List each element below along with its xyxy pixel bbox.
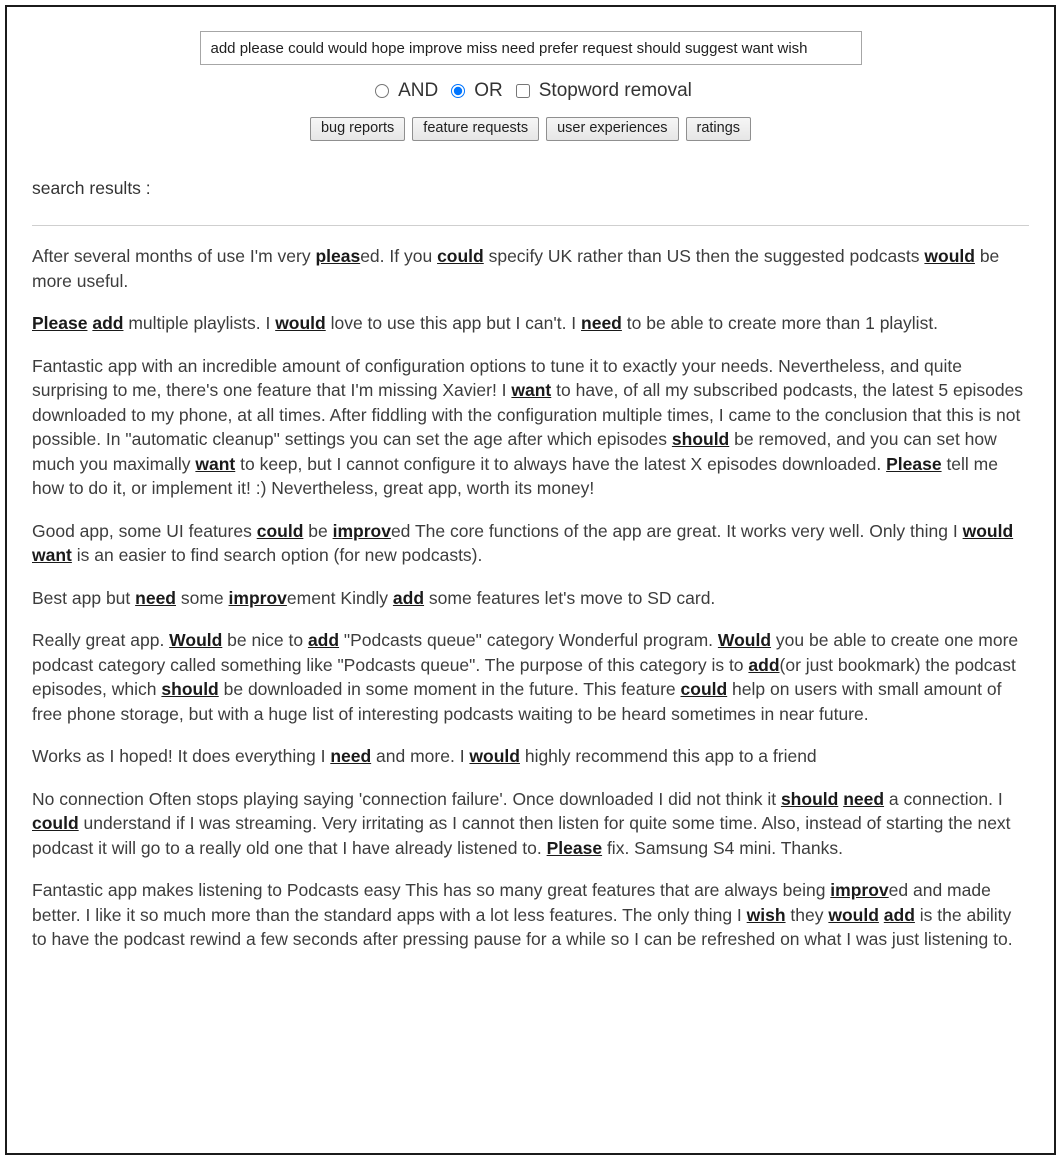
matched-keyword: want (511, 380, 552, 400)
matched-keyword: could (32, 813, 79, 833)
result-text: Fantastic app makes listening to Podcasts easy This has so many great features that are always being (32, 880, 831, 900)
matched-keyword: would (962, 520, 1014, 541)
bug-reports-button[interactable]: bug reports (310, 117, 405, 141)
matched-keyword: want (32, 545, 72, 565)
stopword-checkbox-label[interactable]: Stopword removal (538, 80, 692, 101)
result-item (32, 354, 1029, 501)
result-text: to be able to create more than 1 playlist. (621, 313, 939, 333)
matched-keyword: want (195, 453, 236, 474)
result-item (32, 787, 1029, 861)
result-text: and more. I (371, 746, 470, 766)
matched-keyword: would (275, 313, 326, 333)
result-text: Best app but (32, 587, 136, 608)
result-text: you be able to create one more podcast category called something like "Podcasts queue". The purpose of this category is to (32, 630, 1019, 675)
matched-keyword: need (581, 313, 622, 333)
result-text: love to use this app but I can't. I (325, 313, 582, 333)
results-divider (32, 225, 1029, 226)
result-text: ed The core functions of the app are great. It works very well. Only thing I (390, 520, 963, 541)
result-text: highly recommend this app to a friend (519, 746, 817, 766)
ratings-button[interactable]: ratings (686, 117, 752, 141)
result-text: is an easier to find search option (for new podcasts). (71, 545, 483, 565)
matched-keyword: improv (332, 520, 391, 541)
result-text: (or just bookmark) the podcast episodes, which (32, 654, 1016, 699)
result-item (32, 628, 1029, 726)
search-area (7, 7, 1054, 141)
matched-keyword: could (437, 246, 484, 266)
matched-keyword: should (161, 679, 219, 699)
search-results-list (32, 244, 1029, 952)
page-frame (5, 5, 1056, 1155)
result-item (32, 586, 1029, 611)
result-text: be (303, 520, 333, 541)
matched-keyword: need (330, 746, 372, 766)
result-text: is the ability to have the podcast rewind a few seconds after pressing pause for a while so I can be refreshed on what I was just listening to. (32, 904, 1013, 949)
result-text: understand if I was streaming. Very irritating as I cannot then listen for quite some time. Also, instead of starting the next podcast it will go to a really old one that I have already listened to. (32, 813, 1011, 858)
stopword-checkbox[interactable] (516, 84, 530, 98)
result-text: tell me how to do it, or implement it! :) Nevertheless, great app, worth its money! (32, 453, 998, 498)
matched-keyword: wish (746, 904, 786, 925)
and-radio[interactable] (375, 84, 389, 98)
result-text: to have, of all my subscribed podcasts, the latest 5 episodes downloaded to my phone, at all times. After fiddling with the configuration multiple times, I came to the conclusion that this is not possible. In "automatic cleanup" settings you can set the age after which episodes (32, 380, 1024, 449)
result-text: some (176, 587, 229, 608)
result-text: Really great app. (32, 630, 170, 650)
matched-keyword: add (92, 313, 124, 333)
matched-keyword: add (392, 587, 425, 608)
result-text: "Podcasts queue" category Wonderful program. (339, 630, 718, 650)
matched-keyword: Please (546, 837, 603, 858)
result-text: ement Kindly (286, 587, 393, 608)
matched-keyword: need (843, 788, 885, 809)
matched-keyword: could (256, 520, 304, 541)
result-item (32, 519, 1029, 568)
result-text: they (785, 904, 829, 925)
results-section (7, 178, 1054, 952)
and-radio-label[interactable]: AND (398, 80, 439, 101)
result-item (32, 244, 1029, 293)
result-text: Fantastic app with an incredible amount of configuration options to tune it to exactly your needs. Nevertheless, and quite surprising to me, there's one feature that I'm missing Xavier! I (32, 355, 962, 400)
result-text: ed. If you (360, 246, 438, 266)
result-text: specify UK rather than US then the suggested podcasts (483, 246, 925, 266)
matched-keyword: Would (169, 630, 223, 650)
result-text: multiple playlists. I (123, 313, 276, 333)
result-text: Good app, some UI features (32, 520, 257, 541)
matched-keyword: could (680, 679, 728, 699)
matched-keyword: add (883, 904, 915, 925)
matched-keyword: Would (717, 630, 772, 650)
result-item (32, 744, 1029, 769)
result-text: a connection. I (884, 788, 1003, 809)
operator-controls (369, 80, 692, 102)
search-input[interactable] (200, 31, 862, 65)
matched-keyword: add (748, 654, 780, 675)
result-text: fix. Samsung S4 mini. Thanks. (602, 837, 843, 858)
matched-keyword: add (307, 630, 340, 650)
result-text: After several months of use I'm very (32, 246, 316, 266)
matched-keyword: need (135, 587, 176, 608)
or-radio[interactable] (451, 84, 465, 98)
result-item (32, 878, 1029, 952)
result-text: to keep, but I cannot configure it to always have the latest X episodes downloaded. (235, 453, 887, 474)
matched-keyword: would (924, 246, 975, 266)
result-item (32, 311, 1029, 336)
matched-keyword: pleas (315, 246, 361, 266)
results-heading: search results : (32, 178, 151, 198)
result-text: be more useful. (32, 246, 1000, 291)
matched-keyword: should (671, 429, 730, 449)
or-radio-label[interactable]: OR (474, 80, 503, 101)
matched-keyword: would (469, 746, 520, 766)
result-text: ed and made better. I like it so much more than the standard apps with a lot less features. The only thing I (32, 880, 991, 925)
user-experiences-button[interactable]: user experiences (546, 117, 678, 141)
result-text: be removed, and you can set how much you maximally (32, 429, 997, 474)
result-text: be nice to (222, 630, 308, 650)
matched-keyword: would (828, 904, 879, 925)
result-text: some features let's move to SD card. (424, 587, 716, 608)
result-text: Works as I hoped! It does everything I (32, 746, 331, 766)
matched-keyword: improv (830, 880, 889, 900)
feature-requests-button[interactable]: feature requests (412, 117, 539, 141)
result-text: help on users with small amount of free phone storage, but with a huge list of interesting podcasts waiting to be heard sometimes in near future. (32, 679, 1002, 724)
result-text: No connection Often stops playing saying 'connection failure'. Once downloaded I did not think it (32, 788, 781, 809)
matched-keyword: should (780, 788, 839, 809)
matched-keyword: improv (228, 587, 287, 608)
category-buttons (310, 117, 751, 141)
matched-keyword: Please (32, 313, 88, 333)
matched-keyword: Please (886, 453, 942, 474)
result-text: be downloaded in some moment in the future. This feature (218, 679, 681, 699)
